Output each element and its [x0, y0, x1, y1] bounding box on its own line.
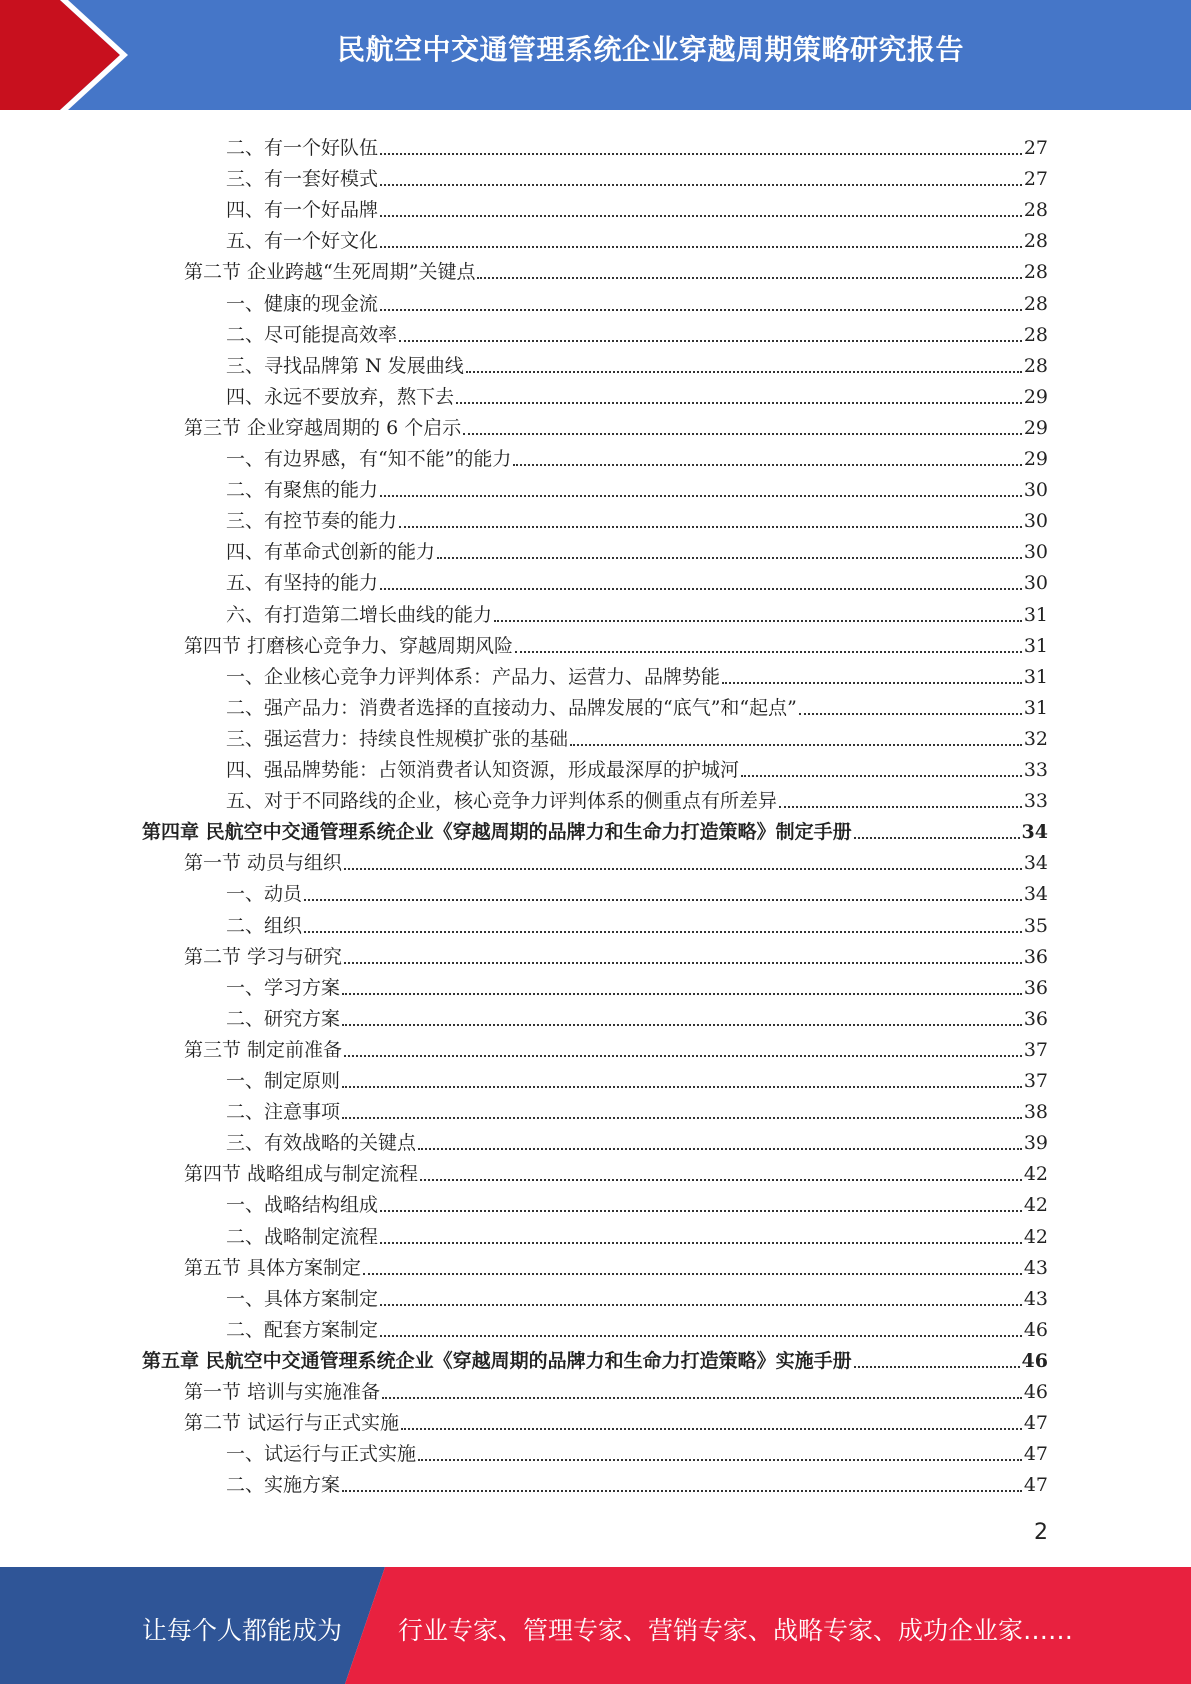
toc-entry-label: 一、试运行与正式实施 [226, 1443, 417, 1466]
toc-entry-label: 三、有效战略的关键点 [226, 1132, 417, 1155]
toc-dot-leader [342, 1101, 1022, 1123]
toc-dot-leader [342, 1008, 1022, 1030]
toc-entry[interactable] [184, 1154, 1048, 1185]
toc-entry-page: 36 [1023, 945, 1048, 968]
toc-entry-page: 43 [1023, 1287, 1048, 1310]
toc-entry[interactable] [226, 1434, 1048, 1465]
toc-dot-leader [779, 790, 1022, 812]
toc-entry-page: 31 [1023, 696, 1048, 719]
toc-dot-leader [304, 915, 1022, 937]
toc-entry[interactable] [226, 377, 1048, 408]
toc-entry[interactable] [226, 1465, 1048, 1496]
toc-entry-label: 五、有坚持的能力 [226, 572, 379, 595]
toc-entry-label: 二、组织 [226, 914, 303, 937]
toc-entry[interactable] [184, 1403, 1048, 1434]
toc-dot-leader [342, 1070, 1022, 1092]
toc-entry-page: 28 [1023, 323, 1048, 346]
toc-entry-page: 39 [1023, 1132, 1048, 1155]
toc-entry[interactable] [226, 1185, 1048, 1216]
toc-entry-label: 三、有一套好模式 [226, 168, 379, 191]
toc-dot-leader [382, 1381, 1022, 1403]
toc-entry[interactable] [184, 1248, 1048, 1279]
toc-entry-label: 一、学习方案 [226, 976, 341, 999]
toc-entry-page: 35 [1023, 914, 1048, 937]
toc-entry-label: 五、对于不同路线的企业，核心竞争力评判体系的侧重点有所差异 [226, 790, 778, 813]
toc-entry-label: 第四节 战略组成与制定流程 [184, 1163, 419, 1186]
toc-dot-leader [363, 1257, 1022, 1279]
toc-entry-label: 第二节 学习与研究 [184, 945, 343, 968]
toc-entry-page: 30 [1023, 541, 1048, 564]
toc-entry-page: 29 [1023, 448, 1048, 470]
toc-dot-leader [399, 510, 1022, 532]
toc-entry[interactable] [184, 408, 1048, 439]
toc-entry-page: 30 [1023, 572, 1048, 595]
toc-entry[interactable] [226, 1092, 1048, 1123]
toc-entry-page: 47 [1023, 1474, 1048, 1497]
toc-entry-page: 28 [1023, 261, 1048, 284]
toc-entry-label: 二、强产品力：消费者选择的直接动力、品牌发展的“底气”和“起点” [226, 696, 797, 719]
page-number: 2 [1034, 1520, 1048, 1545]
toc-entry[interactable] [226, 159, 1048, 190]
toc-dot-leader [344, 1039, 1022, 1061]
toc-dot-leader [477, 261, 1021, 283]
toc-entry[interactable] [226, 657, 1048, 688]
toc-entry-label: 一、战略结构组成 [226, 1194, 379, 1217]
toc-dot-leader [799, 697, 1022, 719]
toc-dot-leader [741, 759, 1022, 781]
toc-dot-leader [401, 1412, 1022, 1434]
toc-entry-label: 一、企业核心竞争力评判体系：产品力、运营力、品牌势能 [226, 665, 721, 688]
toc-dot-leader [380, 199, 1022, 221]
toc-entry[interactable] [142, 1341, 1048, 1372]
toc-entry[interactable] [226, 688, 1048, 719]
toc-entry-label: 四、有革命式创新的能力 [226, 541, 436, 564]
toc-entry[interactable] [226, 315, 1048, 346]
toc-entry-page: 34 [1021, 821, 1048, 844]
toc-entry-label: 第五章 民航空中交通管理系统企业《穿越周期的品牌力和生命力打造策略》实施手册 [142, 1349, 852, 1372]
toc-entry-label: 第二节 试运行与正式实施 [184, 1412, 400, 1435]
toc-entry-page: 37 [1023, 1070, 1048, 1092]
toc-entry[interactable] [184, 937, 1048, 968]
toc-entry-page: 28 [1023, 354, 1048, 377]
toc-entry-page: 33 [1023, 790, 1048, 813]
toc-entry-label: 第三节 制定前准备 [184, 1038, 343, 1061]
header-band [0, 0, 1191, 110]
toc-entry[interactable] [226, 563, 1048, 594]
toc-entry[interactable] [226, 190, 1048, 221]
toc-entry-label: 第二节 企业跨越“生死周期”关键点 [184, 261, 476, 284]
toc-dot-leader [344, 852, 1022, 874]
toc-entry-label: 二、注意事项 [226, 1101, 341, 1124]
toc-dot-leader [420, 1163, 1022, 1185]
toc-entry-label: 二、战略制定流程 [226, 1225, 379, 1248]
toc-entry-page: 43 [1023, 1256, 1048, 1279]
toc-dot-leader [342, 977, 1022, 999]
toc-entry-page: 36 [1023, 976, 1048, 999]
toc-entry-page: 31 [1023, 634, 1048, 657]
toc-entry[interactable] [184, 843, 1048, 874]
toc-entry-label: 二、尽可能提高效率 [226, 323, 398, 346]
toc-entry-page: 46 [1021, 1349, 1048, 1372]
toc-entry-label: 二、研究方案 [226, 1007, 341, 1030]
toc-entry[interactable] [184, 1030, 1048, 1061]
toc-entry-page: 42 [1023, 1225, 1048, 1248]
toc-entry[interactable] [226, 1217, 1048, 1248]
toc-entry-label: 四、有一个好品牌 [226, 199, 379, 222]
toc-entry-label: 第四章 民航空中交通管理系统企业《穿越周期的品牌力和生命力打造策略》制定手册 [142, 821, 852, 844]
toc-dot-leader [515, 635, 1022, 657]
toc-entry-page: 29 [1023, 416, 1048, 439]
toc-dot-leader [494, 604, 1022, 626]
toc-entry[interactable] [142, 812, 1048, 843]
toc-dot-leader [380, 479, 1022, 501]
toc-entry-page: 30 [1023, 479, 1048, 502]
toc-dot-leader [437, 541, 1022, 563]
toc-dot-leader [418, 1132, 1022, 1154]
toc-entry[interactable] [226, 595, 1048, 626]
toc-entry-label: 五、有一个好文化 [226, 230, 379, 253]
footer-slogan-right: 行业专家、管理专家、营销专家、战略专家、成功企业家…… [398, 1616, 1074, 1645]
toc-entry-label: 一、动员 [226, 883, 303, 906]
toc-entry-label: 三、强运营力：持续良性规模扩张的基础 [226, 727, 569, 750]
toc-entry-page: 32 [1023, 727, 1048, 750]
toc-dot-leader [854, 1350, 1020, 1372]
toc-entry[interactable] [226, 874, 1048, 905]
toc-entry-page: 28 [1023, 292, 1048, 315]
toc-dot-leader [513, 448, 1021, 470]
toc-entry-label: 二、配套方案制定 [226, 1318, 379, 1341]
toc-entry[interactable] [226, 470, 1048, 501]
toc-entry[interactable] [226, 284, 1048, 315]
toc-entry-page: 42 [1023, 1194, 1048, 1217]
toc-entry-page: 34 [1023, 852, 1048, 875]
toc-entry-label: 三、有控节奏的能力 [226, 510, 398, 533]
toc-dot-leader [344, 946, 1022, 968]
toc-dot-leader [418, 1443, 1022, 1465]
toc-entry[interactable] [184, 1372, 1048, 1403]
toc-entry-label: 一、有边界感，有“知不能”的能力 [226, 448, 512, 470]
toc-dot-leader [304, 883, 1022, 905]
footer-slogan-left: 让每个人都能成为 [142, 1616, 343, 1645]
toc-entry-label: 一、制定原则 [226, 1070, 341, 1092]
toc-entry[interactable] [226, 719, 1048, 750]
toc-entry-label: 一、健康的现金流 [226, 292, 379, 315]
toc-entry-label: 三、寻找品牌第 N 发展曲线 [226, 354, 464, 377]
toc-entry[interactable] [226, 221, 1048, 252]
toc-entry[interactable] [226, 1061, 1048, 1092]
document-title: 民航空中交通管理系统企业穿越周期策略研究报告 [336, 33, 964, 66]
toc-entry-page: 28 [1023, 199, 1048, 222]
toc-entry[interactable] [226, 128, 1048, 159]
toc-entry-page: 28 [1023, 230, 1048, 253]
toc-entry-page: 37 [1023, 1038, 1048, 1061]
toc-dot-leader [570, 728, 1022, 750]
toc-entry-page: 34 [1023, 883, 1048, 906]
toc-dot-leader [380, 230, 1022, 252]
toc-entry-label: 一、具体方案制定 [226, 1287, 379, 1310]
toc-dot-leader [342, 1474, 1022, 1496]
toc-dot-leader [380, 572, 1022, 594]
toc-entry[interactable] [226, 1310, 1048, 1341]
toc-dot-leader [380, 168, 1022, 190]
toc-entry-label: 第一节 动员与组织 [184, 852, 343, 875]
toc-entry-page: 46 [1023, 1381, 1048, 1403]
toc-dot-leader [380, 137, 1022, 159]
toc-entry-page: 31 [1023, 603, 1048, 626]
toc-dot-leader [854, 821, 1020, 843]
toc-entry-page: 31 [1023, 665, 1048, 688]
toc-dot-leader [380, 1319, 1022, 1341]
toc-entry-label: 四、永远不要放弃，熬下去 [226, 385, 455, 408]
toc-dot-leader [380, 1194, 1022, 1216]
toc-entry-page: 42 [1023, 1163, 1048, 1186]
toc-entry-label: 二、有一个好队伍 [226, 137, 379, 159]
toc-entry[interactable] [226, 1123, 1048, 1154]
toc-entry-label: 二、实施方案 [226, 1474, 341, 1497]
toc-entry-page: 47 [1023, 1443, 1048, 1466]
toc-entry[interactable] [226, 439, 1048, 470]
toc-entry[interactable] [226, 999, 1048, 1030]
toc-dot-leader [456, 386, 1022, 408]
toc-entry-page: 46 [1023, 1318, 1048, 1341]
toc-entry[interactable] [226, 1279, 1048, 1310]
toc-entry[interactable] [184, 626, 1048, 657]
toc-entry-label: 第五节 具体方案制定 [184, 1256, 362, 1279]
toc-entry[interactable] [226, 906, 1048, 937]
toc-entry-page: 36 [1023, 1007, 1048, 1030]
toc-entry-label: 四、强品牌势能：占领消费者认知资源，形成最深厚的护城河 [226, 759, 740, 781]
toc-entry[interactable] [226, 750, 1048, 781]
toc-entry-page: 27 [1023, 137, 1048, 159]
toc-entry-label: 第一节 培训与实施准备 [184, 1381, 381, 1403]
toc-entry[interactable] [184, 252, 1048, 283]
toc-entry-page: 29 [1023, 385, 1048, 408]
toc-entry[interactable] [226, 501, 1048, 532]
toc-entry-label: 第四节 打磨核心竞争力、穿越周期风险 [184, 634, 514, 657]
toc-dot-leader [722, 666, 1022, 688]
toc-dot-leader [399, 324, 1022, 346]
toc-dot-leader [466, 355, 1022, 377]
toc-entry-label: 六、有打造第二增长曲线的能力 [226, 603, 493, 626]
toc-entry-page: 38 [1023, 1101, 1048, 1124]
toc-dot-leader [380, 293, 1022, 315]
toc-entry[interactable] [226, 532, 1048, 563]
toc-entry-page: 33 [1023, 759, 1048, 781]
toc-entry[interactable] [226, 346, 1048, 377]
toc-dot-leader [463, 417, 1022, 439]
toc-entry[interactable] [226, 781, 1048, 812]
toc-entry-label: 第三节 企业穿越周期的 6 个启示 [184, 416, 462, 439]
toc-entry[interactable] [226, 968, 1048, 999]
footer-band [0, 1567, 1191, 1684]
toc-entry-page: 30 [1023, 510, 1048, 533]
toc-dot-leader [380, 1226, 1022, 1248]
toc-entry-label: 二、有聚焦的能力 [226, 479, 379, 502]
toc-dot-leader [380, 1288, 1022, 1310]
toc-entry-page: 27 [1023, 168, 1048, 191]
toc-entry-page: 47 [1023, 1412, 1048, 1435]
